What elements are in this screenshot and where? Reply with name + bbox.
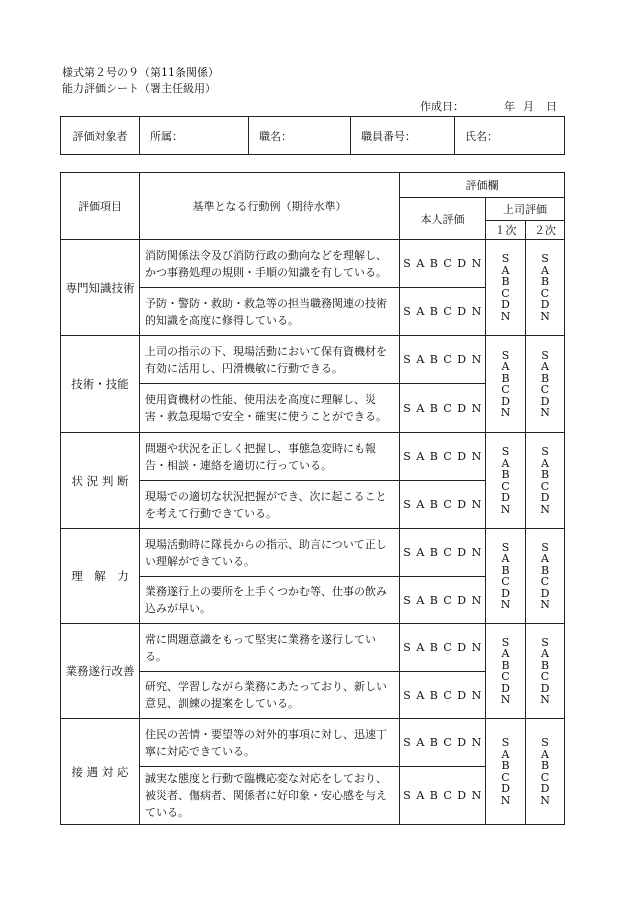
category-cell: 接 遇 対 応 xyxy=(61,719,140,825)
grade-option[interactable]: D xyxy=(501,586,510,600)
behavior-description: 問題や状況を正しく把握し、事態急変時にも報告・相談・連絡を適切に行っている。 xyxy=(140,433,400,481)
first-supervisor-grades[interactable] xyxy=(486,240,526,336)
category-cell: 業務遂行改善 xyxy=(61,624,140,719)
grade-option[interactable]: D xyxy=(540,681,550,695)
grade-option[interactable]: C xyxy=(501,479,510,493)
grade-option[interactable]: D xyxy=(540,586,550,600)
second-grade-column[interactable] xyxy=(539,253,551,322)
second-grade-column[interactable] xyxy=(539,637,551,706)
grade-option[interactable]: N xyxy=(500,598,511,611)
form-number: 様式第２号の９（第11条関係） xyxy=(62,66,219,79)
grade-option[interactable]: N xyxy=(540,406,550,419)
first-supervisor-grades[interactable] xyxy=(486,529,526,624)
header-evaluation: 評価欄 xyxy=(400,173,565,198)
grade-option[interactable]: S xyxy=(541,635,549,649)
grade-option[interactable]: D xyxy=(501,394,510,408)
grade-option[interactable]: A xyxy=(501,647,510,660)
first-grade-column[interactable] xyxy=(500,253,512,322)
grade-option[interactable]: D xyxy=(540,298,550,311)
grade-option[interactable]: C xyxy=(540,479,550,493)
affiliation-field[interactable]: 所属： xyxy=(140,117,249,155)
self-evaluation-grades[interactable]: S A B C D N xyxy=(400,384,486,433)
table-row xyxy=(61,719,565,767)
grade-option[interactable]: B xyxy=(501,275,510,288)
self-evaluation-grades[interactable]: S A B C D N xyxy=(400,624,486,672)
second-supervisor-grades[interactable] xyxy=(526,433,565,529)
grade-option[interactable]: C xyxy=(501,670,510,683)
first-supervisor-grades[interactable] xyxy=(486,624,526,719)
self-evaluation-grades[interactable]: S A B C D N xyxy=(400,529,486,577)
day-label: 日 xyxy=(546,100,557,113)
header-second: ２次 xyxy=(526,221,565,240)
first-supervisor-grades[interactable] xyxy=(486,719,526,825)
grade-option[interactable]: B xyxy=(540,468,550,481)
position-field[interactable]: 職名： xyxy=(249,117,351,155)
first-supervisor-grades[interactable] xyxy=(486,433,526,529)
creation-date xyxy=(420,98,557,114)
grade-option[interactable]: S xyxy=(501,635,510,649)
table-row xyxy=(61,624,565,672)
table-row xyxy=(61,336,565,384)
header-self-evaluation: 本人評価 xyxy=(400,198,486,240)
grade-option[interactable]: D xyxy=(540,782,550,795)
grade-option[interactable]: A xyxy=(541,747,549,761)
self-evaluation-grades[interactable]: S A B C D N xyxy=(400,336,486,384)
grade-option[interactable]: S xyxy=(541,540,549,554)
grade-option[interactable]: B xyxy=(540,658,550,672)
behavior-description: 上司の指示の下、現場活動において保有資機材を有効に活用し、円滑機敏に行動できる。 xyxy=(140,336,400,384)
grade-option[interactable]: N xyxy=(500,406,511,419)
grade-option[interactable]: C xyxy=(501,575,510,588)
first-grade-column[interactable] xyxy=(500,350,512,419)
grade-option[interactable]: D xyxy=(540,491,550,504)
self-evaluation-grades[interactable]: S A B C D N xyxy=(400,433,486,481)
grade-option[interactable]: A xyxy=(541,552,549,565)
table-row xyxy=(61,529,565,577)
first-grade-column[interactable] xyxy=(500,446,512,515)
grade-option[interactable]: S xyxy=(501,736,510,749)
grade-option[interactable]: C xyxy=(540,770,550,784)
self-evaluation-grades[interactable]: S A B C D N xyxy=(400,767,486,825)
behavior-description: 使用資機材の性能、使用法を高度に理解し、災害・救急現場で安全・確実に使うことができる。 xyxy=(140,384,400,433)
grade-option[interactable]: A xyxy=(501,552,510,565)
grade-option[interactable]: S xyxy=(541,348,549,362)
self-evaluation-grades[interactable]: S A B C D N xyxy=(400,719,486,767)
header-item: 評価項目 xyxy=(61,173,140,240)
grade-option[interactable]: S xyxy=(541,252,549,265)
category-cell: 技術・技能 xyxy=(61,336,140,433)
second-supervisor-grades[interactable] xyxy=(526,336,565,433)
header-first: １次 xyxy=(486,221,526,240)
behavior-description: 現場活動時に隊長からの指示、助言について正しい理解ができている。 xyxy=(140,529,400,577)
second-grade-column[interactable] xyxy=(539,542,551,611)
table-row xyxy=(61,433,565,481)
evaluation-table xyxy=(60,172,565,825)
year-label: 年 xyxy=(504,100,515,113)
grade-option[interactable]: D xyxy=(501,782,510,795)
grade-option[interactable]: S xyxy=(541,445,549,458)
header-supervisor-evaluation: 上司評価 xyxy=(486,198,565,221)
grade-option[interactable]: B xyxy=(501,371,510,385)
grade-option[interactable]: B xyxy=(540,275,550,288)
self-evaluation-grades[interactable]: S A B C D N xyxy=(400,672,486,719)
grade-option[interactable]: N xyxy=(540,793,550,807)
grade-option[interactable]: A xyxy=(541,360,549,373)
evaluatee-label: 評価対象者 xyxy=(61,117,140,155)
grade-option[interactable]: A xyxy=(541,456,549,470)
self-evaluation-grades[interactable]: S A B C D N xyxy=(400,577,486,624)
first-grade-column[interactable] xyxy=(500,737,512,806)
first-supervisor-grades[interactable] xyxy=(486,336,526,433)
first-grade-column[interactable] xyxy=(500,637,512,706)
grade-option[interactable]: B xyxy=(501,468,510,481)
grade-option[interactable]: A xyxy=(541,647,549,660)
grade-option[interactable]: N xyxy=(500,793,511,807)
grade-option[interactable]: N xyxy=(540,693,550,706)
grade-option[interactable]: B xyxy=(540,563,550,577)
evaluatee-info-table xyxy=(60,116,565,155)
second-grade-column[interactable] xyxy=(539,446,551,515)
grade-option[interactable]: S xyxy=(501,445,510,458)
category-cell: 専門知識技術 xyxy=(61,240,140,336)
behavior-description: 予防・警防・救助・救急等の担当職務関連の技術的知識を高度に修得している。 xyxy=(140,288,400,336)
second-grade-column[interactable] xyxy=(539,737,551,806)
category-cell: 状 況 判 断 xyxy=(61,433,140,529)
grade-option[interactable]: D xyxy=(501,681,510,695)
behavior-description: 消防関係法令及び消防行政の動向などを理解し、かつ事務処理の規則・手順の知識を有している。 xyxy=(140,240,400,288)
grade-option[interactable]: D xyxy=(501,491,510,504)
grade-option[interactable]: S xyxy=(501,540,510,554)
second-supervisor-grades[interactable] xyxy=(526,240,565,336)
grade-option[interactable]: S xyxy=(501,348,510,362)
behavior-description: 住民の苦情・要望等の対外的事項に対し、迅速丁寧に対応できている。 xyxy=(140,719,400,767)
grade-option[interactable]: A xyxy=(501,263,510,277)
grade-option[interactable]: D xyxy=(540,394,550,408)
grade-option[interactable]: C xyxy=(501,383,510,396)
created-label: 作成日： xyxy=(420,100,464,113)
grade-option[interactable]: A xyxy=(501,456,510,470)
self-evaluation-grades[interactable]: S A B C D N xyxy=(400,481,486,529)
category-cell: 理 解 力 xyxy=(61,529,140,624)
grade-option[interactable]: C xyxy=(540,286,550,300)
grade-option[interactable]: N xyxy=(540,502,550,516)
grade-option[interactable]: B xyxy=(501,759,510,772)
grade-option[interactable]: A xyxy=(501,747,510,761)
second-grade-column[interactable] xyxy=(539,350,551,419)
grade-option[interactable]: D xyxy=(501,298,510,311)
grade-option[interactable]: N xyxy=(540,309,550,323)
second-supervisor-grades[interactable] xyxy=(526,529,565,624)
name-field[interactable]: 氏名： xyxy=(455,117,565,155)
month-label: 月 xyxy=(523,100,534,113)
grade-option[interactable]: B xyxy=(540,759,550,772)
grade-option[interactable]: N xyxy=(500,693,511,706)
behavior-description: 現場での適切な状況把握ができ、次に起こることを考えて行動できている。 xyxy=(140,481,400,529)
header-standard: 基準となる行動例（期待水準） xyxy=(140,173,400,240)
grade-option[interactable]: B xyxy=(501,563,510,577)
second-supervisor-grades[interactable] xyxy=(526,624,565,719)
grade-option[interactable]: B xyxy=(540,371,550,385)
grade-option[interactable]: C xyxy=(540,383,550,396)
self-evaluation-grades[interactable]: S A B C D N xyxy=(400,288,486,336)
table-row xyxy=(61,240,565,288)
behavior-description: 常に問題意識をもって堅実に業務を遂行している。 xyxy=(140,624,400,672)
grade-option[interactable]: N xyxy=(500,309,511,323)
grade-option[interactable]: A xyxy=(541,263,549,277)
grade-option[interactable]: N xyxy=(500,502,511,516)
sheet-title: 能力評価シート（署主任級用） xyxy=(62,82,216,95)
grade-option[interactable]: N xyxy=(540,598,550,611)
employee-number-field[interactable]: 職員番号： xyxy=(351,117,455,155)
grade-option[interactable]: S xyxy=(501,252,510,265)
behavior-description: 業務遂行上の要所を上手くつかむ等、仕事の飲み込みが早い。 xyxy=(140,577,400,624)
behavior-description: 研究、学習しながら業務にあたっており、新しい意見、訓練の提案をしている。 xyxy=(140,672,400,719)
behavior-description: 誠実な態度と行動で臨機応変な対応をしており、被災者、傷病者、関係者に好印象・安心感を与えている。 xyxy=(140,767,400,825)
grade-option[interactable]: C xyxy=(540,575,550,588)
grade-option[interactable]: S xyxy=(541,736,549,749)
grade-option[interactable]: B xyxy=(501,658,510,672)
grade-option[interactable]: C xyxy=(501,286,510,300)
self-evaluation-grades[interactable]: S A B C D N xyxy=(400,240,486,288)
grade-option[interactable]: C xyxy=(501,770,510,784)
second-supervisor-grades[interactable] xyxy=(526,719,565,825)
grade-option[interactable]: C xyxy=(540,670,550,683)
grade-option[interactable]: A xyxy=(501,360,510,373)
first-grade-column[interactable] xyxy=(500,542,512,611)
